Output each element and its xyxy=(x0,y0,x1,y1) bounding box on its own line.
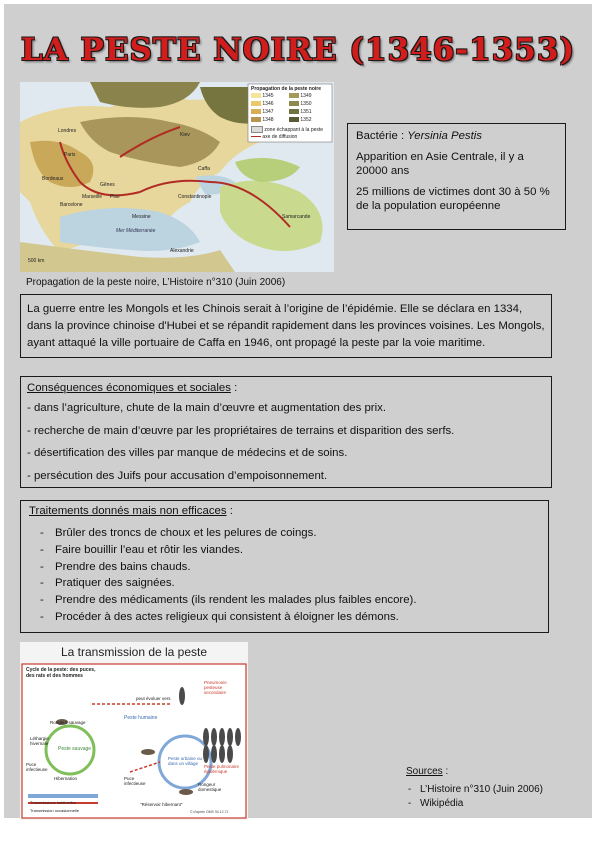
consequences-heading-line: Conséquences économiques et sociales : xyxy=(27,382,238,394)
treatment-item: - Procéder à des actes religieux qui consistent à éloigner les démons. xyxy=(29,609,540,626)
treatments-heading: Traitements donnés mais non efficaces xyxy=(29,505,227,517)
plague-spread-map xyxy=(20,82,334,272)
map-label-londres: Londres xyxy=(58,128,77,134)
origin-paragraph: La guerre entre les Mongols et les Chinois serait à l’origine de l’épidémie. Elle se déclara en 1334, dans la province chinoise d'Hubei et se répandit rapidement dans les provinces voisines. Les Mongols, ayant attaqué la ville portuaire de Caffa en 1946, ont propagé la peste par la voie maritime. xyxy=(27,303,545,349)
legend-habituelle: Transmissions habituelles xyxy=(30,800,76,805)
map-graphic xyxy=(20,82,334,272)
label-rongeur-domestique: Rongeur domestique xyxy=(198,782,222,792)
treatment-item: - Prendre des bains chauds. xyxy=(29,559,540,576)
label-peste-sauvage: Peste sauvage xyxy=(58,746,92,752)
map-label-bordeaux: Bordeaux xyxy=(42,176,64,182)
label-rongeur-sauvage: Rongeur sauvage xyxy=(50,720,86,725)
treatment-item: - Brûler des troncs de choux et les pelures de coings. xyxy=(29,525,540,542)
bacteria-apparition: Apparition en Asie Centrale, il y a 20000 ans xyxy=(356,151,524,177)
legend-escape: zone échappant à la peste xyxy=(251,126,323,133)
map-label-samarcande: Samarcande xyxy=(282,214,311,220)
label-peut-evoluer: peut évoluer vers xyxy=(136,696,171,701)
consequence-item: - désertification des villes par manque de médecins et de soins. xyxy=(27,447,348,459)
origin-paragraph-box xyxy=(20,294,552,358)
label-puce-infectieuse-2: Puce infectieuse xyxy=(124,776,146,786)
bacteria-line xyxy=(356,129,557,143)
treatment-item: - Prendre des médicaments (ils rendent les malades plus faibles encore). xyxy=(29,592,540,609)
map-label-pise: Pise xyxy=(110,194,120,200)
label-lethargie: Léthargie hivernale xyxy=(30,736,49,746)
consequence-item: - recherche de main d’œuvre par les propriétaires de terrains et disparition des serfs. xyxy=(27,424,455,437)
legend-year-1349: 1349 xyxy=(289,93,312,99)
map-label-alexandrie: Alexandrie xyxy=(170,248,194,254)
map-label-constantinople: Constantinople xyxy=(178,194,212,200)
legend-year-1347: 1347 xyxy=(251,109,274,115)
bacteria-name: Yersinia Pestis xyxy=(407,130,482,142)
map-caption: Propagation de la peste noire, L’Histoire n°310 (Juin 2006) xyxy=(26,277,286,288)
bacteria-victims: 25 millions de victimes dont 30 à 50 % de la population européenne xyxy=(356,186,550,212)
consequence-item: - dans l’agriculture, chute de la main d’œuvre et augmentation des prix. xyxy=(27,402,386,414)
label-peste-pulmonaire: Peste pulmonaire épidémique xyxy=(204,764,240,774)
legend-axis: axe de diffusion xyxy=(251,134,297,140)
map-label-mediterranee: Mer Méditerranée xyxy=(116,228,156,234)
legend-year-1351: 1351 xyxy=(289,109,312,115)
sources-heading-line: Sources : xyxy=(406,766,449,777)
map-label-marseille: Marseille xyxy=(82,194,103,200)
consequences-heading: Conséquences économiques et sociales xyxy=(27,382,231,394)
treatment-item: - Faire bouillir l’eau et rôtir les viandes. xyxy=(29,542,540,559)
map-label-caffa: Caffa xyxy=(198,166,210,172)
page-title: LA PESTE NOIRE (1346-1353) xyxy=(20,32,576,68)
legend-year-1345: 1345 xyxy=(251,93,274,99)
map-label-messine: Messine xyxy=(132,214,151,220)
map-label-genes: Gênes xyxy=(100,182,115,188)
map-label-kiev: Kiev xyxy=(180,132,190,138)
consequences-box xyxy=(20,376,552,488)
label-peste-urbaine: Peste urbaine ou dans un village xyxy=(168,756,203,766)
source-item: - L’Histoire n°310 (Juin 2006) xyxy=(406,783,543,797)
legend-occasionnelle: Transmission occasionnelle xyxy=(30,808,79,813)
legend-year-1352: 1352 xyxy=(289,117,312,123)
map-label-barcelone: Barcelone xyxy=(60,202,83,208)
page xyxy=(4,4,592,818)
source-item: - Wikipédia xyxy=(406,797,543,811)
legend-year-1348: 1348 xyxy=(251,117,274,123)
treatments-list xyxy=(29,525,540,626)
cycle-title: Cycle de la peste: des puces, des rats et des hommes xyxy=(26,667,96,679)
label-hibernation: Hibernation xyxy=(54,776,78,781)
treatments-box xyxy=(20,500,549,633)
label-puce-infectieuse: Puce infectieuse xyxy=(26,762,48,772)
label-pneumonie: Pneumonie pesteuse secondaire xyxy=(204,680,227,695)
label-peste-humaine: Peste humaine xyxy=(124,715,158,721)
legend-year-1346: 1346 xyxy=(251,101,274,107)
consequence-item: - persécution des Juifs pour accusation d’empoisonnement. xyxy=(27,469,328,482)
bacteria-label: Bactérie : xyxy=(356,130,408,142)
legend-year-1350: 1350 xyxy=(289,101,312,107)
transmission-credit: © d'après OMS 94.12.71 xyxy=(190,810,229,814)
label-reservoir: "Réservoir hibernant" xyxy=(140,802,183,807)
map-scale: 500 km xyxy=(28,258,45,264)
sources xyxy=(406,766,543,811)
map-label-paris: Paris xyxy=(64,152,76,158)
bacteria-info-box xyxy=(347,123,566,230)
treatment-item: - Pratiquer des saignées. xyxy=(29,575,540,592)
sources-heading: Sources xyxy=(406,766,443,777)
transmission-title: La transmission de la peste xyxy=(60,645,208,659)
map-legend-title: Propagation de la peste noire xyxy=(251,86,322,92)
transmission-diagram xyxy=(20,642,248,820)
treatments-heading-line: Traitements donnés mais non efficaces : xyxy=(29,505,233,517)
